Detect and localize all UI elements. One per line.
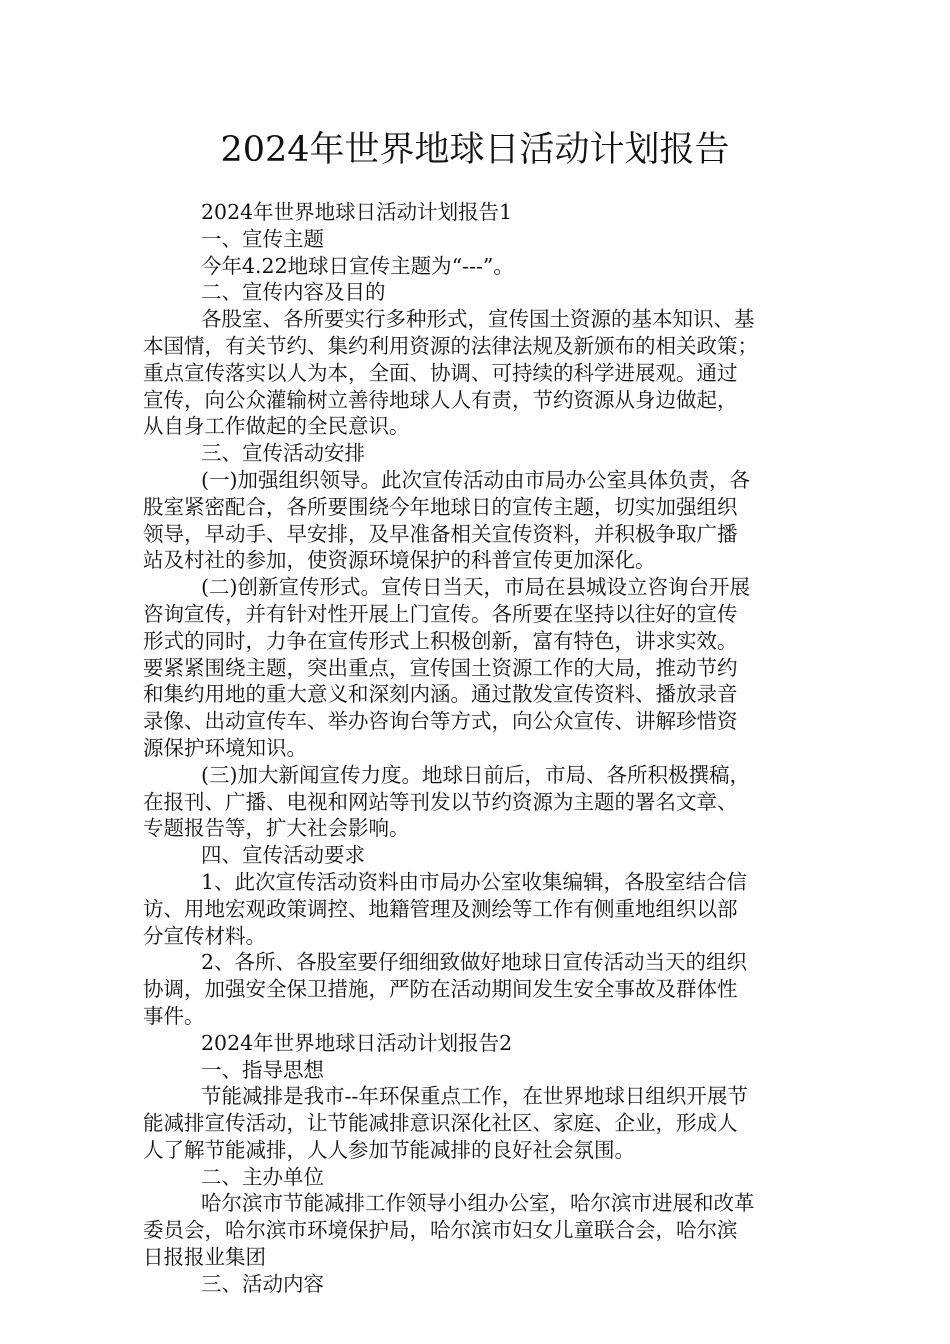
text-line: 协调，加强安全保卫措施，严防在活动期间发生安全事故及群体性 [143,977,738,1002]
text-line: 分宣传材料。 [143,923,266,948]
text-line: 访、用地宏观政策调控、地籍管理及测绘等工作有侧重地组织以部 [143,896,738,921]
text-line: 三、宣传活动安排 [201,441,365,466]
text-line: 能减排宣传活动，让节能减排意识深化社区、家庭、企业，形成人 [143,1111,738,1136]
text-line: 日报报业集团 [143,1245,266,1270]
text-line: 源保护环境知识。 [143,735,307,760]
text-line: 哈尔滨市节能减排工作领导小组办公室，哈尔滨市进展和改革 [201,1191,755,1216]
text-line: 要紧紧围绕主题，突出重点，宣传国土资源工作的大局，推动节约 [143,655,738,680]
text-line: 二、主办单位 [201,1164,324,1189]
document-body [143,199,809,1298]
text-line: 在报刊、广播、电视和网站等刊发以节约资源为主题的署名文章、 [143,789,738,814]
text-line: 2024年世界地球日活动计划报告2 [201,1030,513,1055]
document-title: 2024年世界地球日活动计划报告 [220,130,730,170]
text-line: 从自身工作做起的全民意识。 [143,414,410,439]
text-line: 四、宣传活动要求 [201,843,365,868]
text-line: 1、此次宣传活动资料由市局办公室收集编辑，各股室结合信 [201,869,748,894]
text-line: 2、各所、各股室要仔细细致做好地球日宣传活动当天的组织 [201,950,748,975]
text-line: 二、宣传内容及目的 [201,280,386,305]
text-line: 本国情，有关节约、集约利用资源的法律法规及新颁布的相关政策； [143,333,758,358]
text-line: 节能减排是我市--年环保重点工作，在世界地球日组织开展节 [201,1084,748,1109]
text-line: 三、活动内容 [201,1271,324,1296]
text-line: 各股室、各所要实行多种形式，宣传国土资源的基本知识、基 [201,307,755,332]
text-line: 录像、出动宣传车、举办咨询台等方式，向公众宣传、讲解珍惜资 [143,709,738,734]
text-line: 形式的同时，力争在宣传形式上积极创新，富有特色，讲求实效。 [143,628,738,653]
text-line: 人了解节能减排，人人参加节能减排的良好社会氛围。 [143,1137,635,1162]
text-line: 今年4.22地球日宣传主题为“---”。 [201,253,514,278]
text-line: 领导，早动手、早安排，及早准备相关宣传资料，并积极争取广播 [143,521,738,546]
text-line: 专题报告等，扩大社会影响。 [143,816,410,841]
text-line: 一、指导思想 [201,1057,324,1082]
text-line: (三)加大新闻宣传力度。地球日前后，市局、各所积极撰稿， [201,762,750,787]
text-line: 重点宣传落实以人为本，全面、协调、可持续的科学进展观。通过 [143,360,738,385]
text-line: 事件。 [143,1003,205,1028]
text-line: 宣传，向公众灌输树立善待地球人人有责，节约资源从身边做起， [143,387,738,412]
text-line: 2024年世界地球日活动计划报告1 [201,200,513,224]
text-line: (一)加强组织领导。此次宣传活动由市局办公室具体负责，各 [201,467,750,492]
text-line: 一、宣传主题 [201,226,324,251]
text-line: 咨询宣传，并有针对性开展上门宣传。各所要在坚持以往好的宣传 [143,601,738,626]
text-line: (二)创新宣传形式。宣传日当天，市局在县城设立咨询台开展 [201,575,750,600]
text-line: 委员会，哈尔滨市环境保护局，哈尔滨市妇女儿童联合会，哈尔滨 [143,1218,738,1243]
text-line: 股室紧密配合，各所要围绕今年地球日的宣传主题，切实加强组织 [143,494,738,519]
text-line: 和集约用地的重大意义和深刻内涵。通过散发宣传资料、播放录音 [143,682,738,707]
text-line: 站及村社的参加，使资源环境保护的科普宣传更加深化。 [143,548,656,573]
